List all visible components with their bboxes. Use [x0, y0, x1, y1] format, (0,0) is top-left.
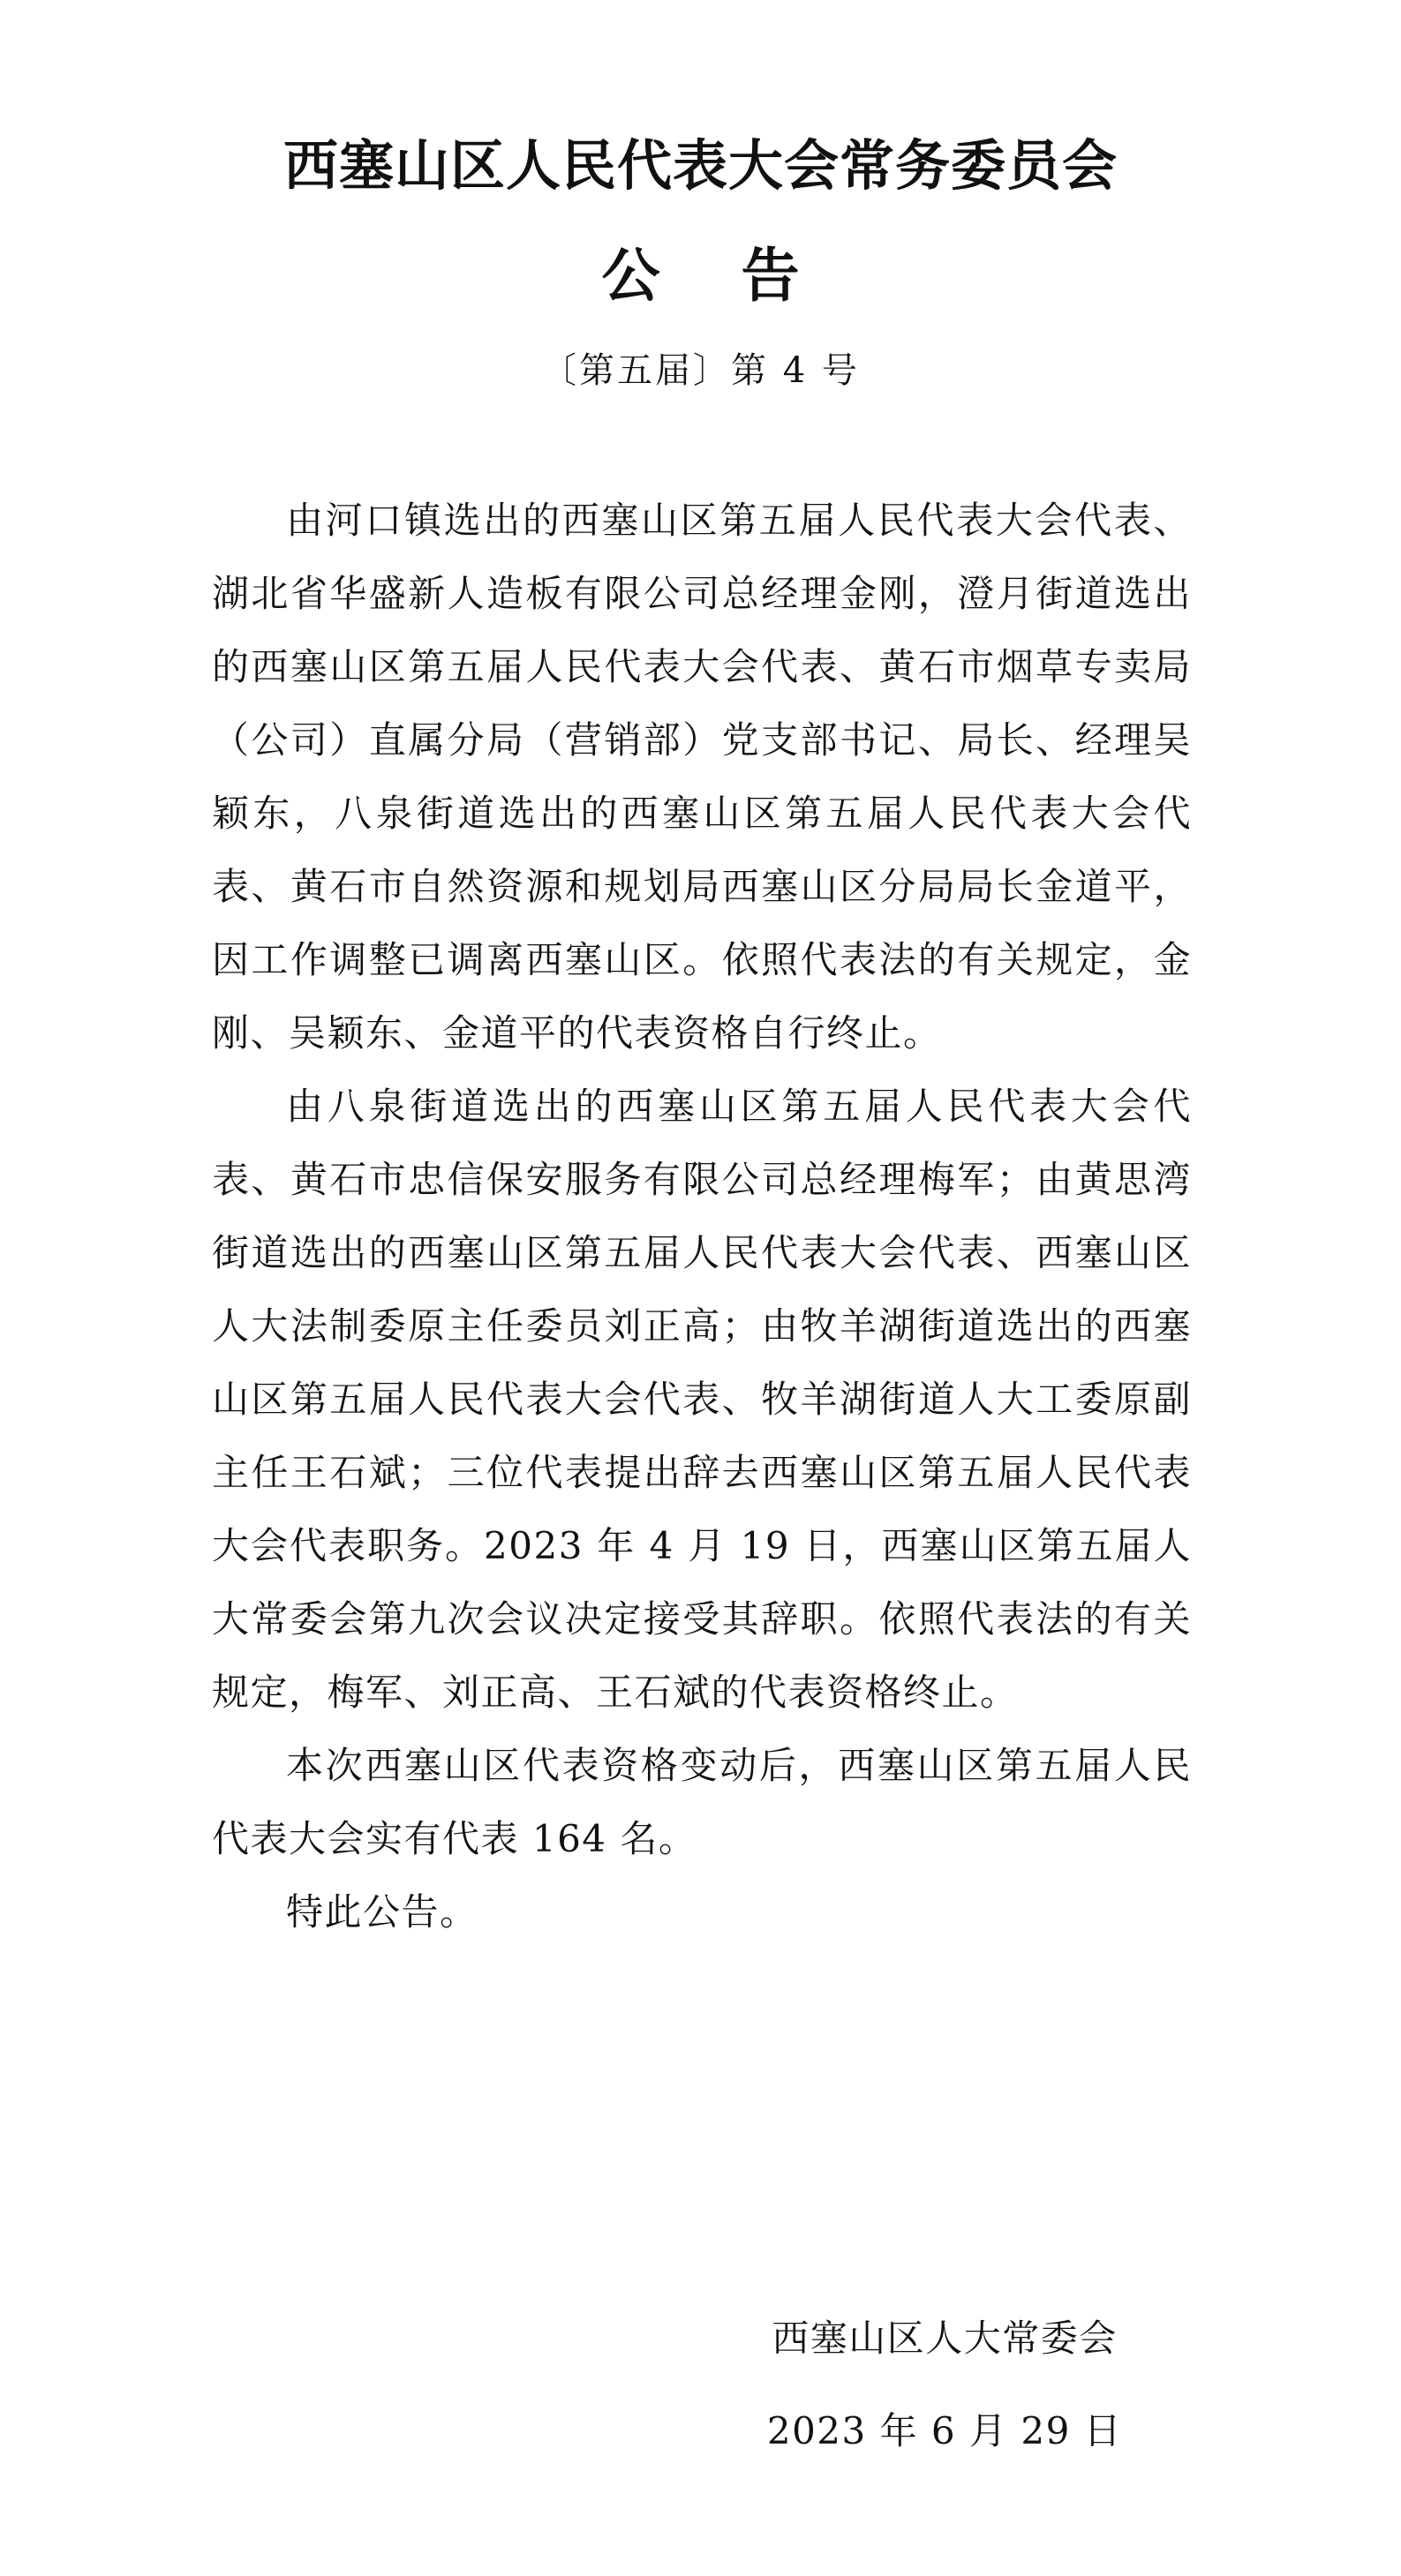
paragraph-1: 由河口镇选出的西塞山区第五届人民代表大会代表、湖北省华盛新人造板有限公司总经理金刚，澄月街道选出的西塞山区第五届人民代表大会代表、黄石市烟草专卖局（公司）直属分局（营销部）党支部书记、局长、经理吴颖东，八泉街道选出的西塞山区第五届人民代表大会代表、黄石市自然资源和规划局西塞山区分局局长金道平，因工作调整已调离西塞山区。依照代表法的有关规定，金刚、吴颖东、金道平的代表资格自行终止。 — [212, 499, 1192, 1055]
issue-number: 〔第五届〕第 4 号 — [541, 350, 860, 391]
document-type-heading: 公告 — [601, 241, 881, 310]
signature-organization: 西塞山区人大常委会 — [772, 2317, 1118, 2360]
paragraph-closing: 特此公告。 — [286, 1890, 478, 1934]
notice-body — [212, 484, 1192, 1949]
signature-date: 2023 年 6 月 29 日 — [766, 2409, 1123, 2452]
paragraph-3: 本次西塞山区代表资格变动后，西塞山区第五届人民代表大会实有代表 164 名。 — [212, 1744, 1192, 1860]
document-title: 西塞山区人民代表大会常务委员会 — [282, 133, 1118, 198]
paragraph-2: 由八泉街道选出的西塞山区第五届人民代表大会代表、黄石市忠信保安服务有限公司总经理梅军；由黄思湾街道选出的西塞山区第五届人民代表大会代表、西塞山区人大法制委原主任委员刘正高；由牧羊湖街道选出的西塞山区第五届人民代表大会代表、牧羊湖街道人大工委原副主任王石斌；三位代表提出辞去西塞山区第五届人民代表大会代表职务。2023 年 4 月 19 日，西塞山区第五届人大常委会第九次会议决定接受其辞职。依照代表法的有关规定，梅军、刘正高、王石斌的代表资格终止。 — [212, 1085, 1192, 1714]
